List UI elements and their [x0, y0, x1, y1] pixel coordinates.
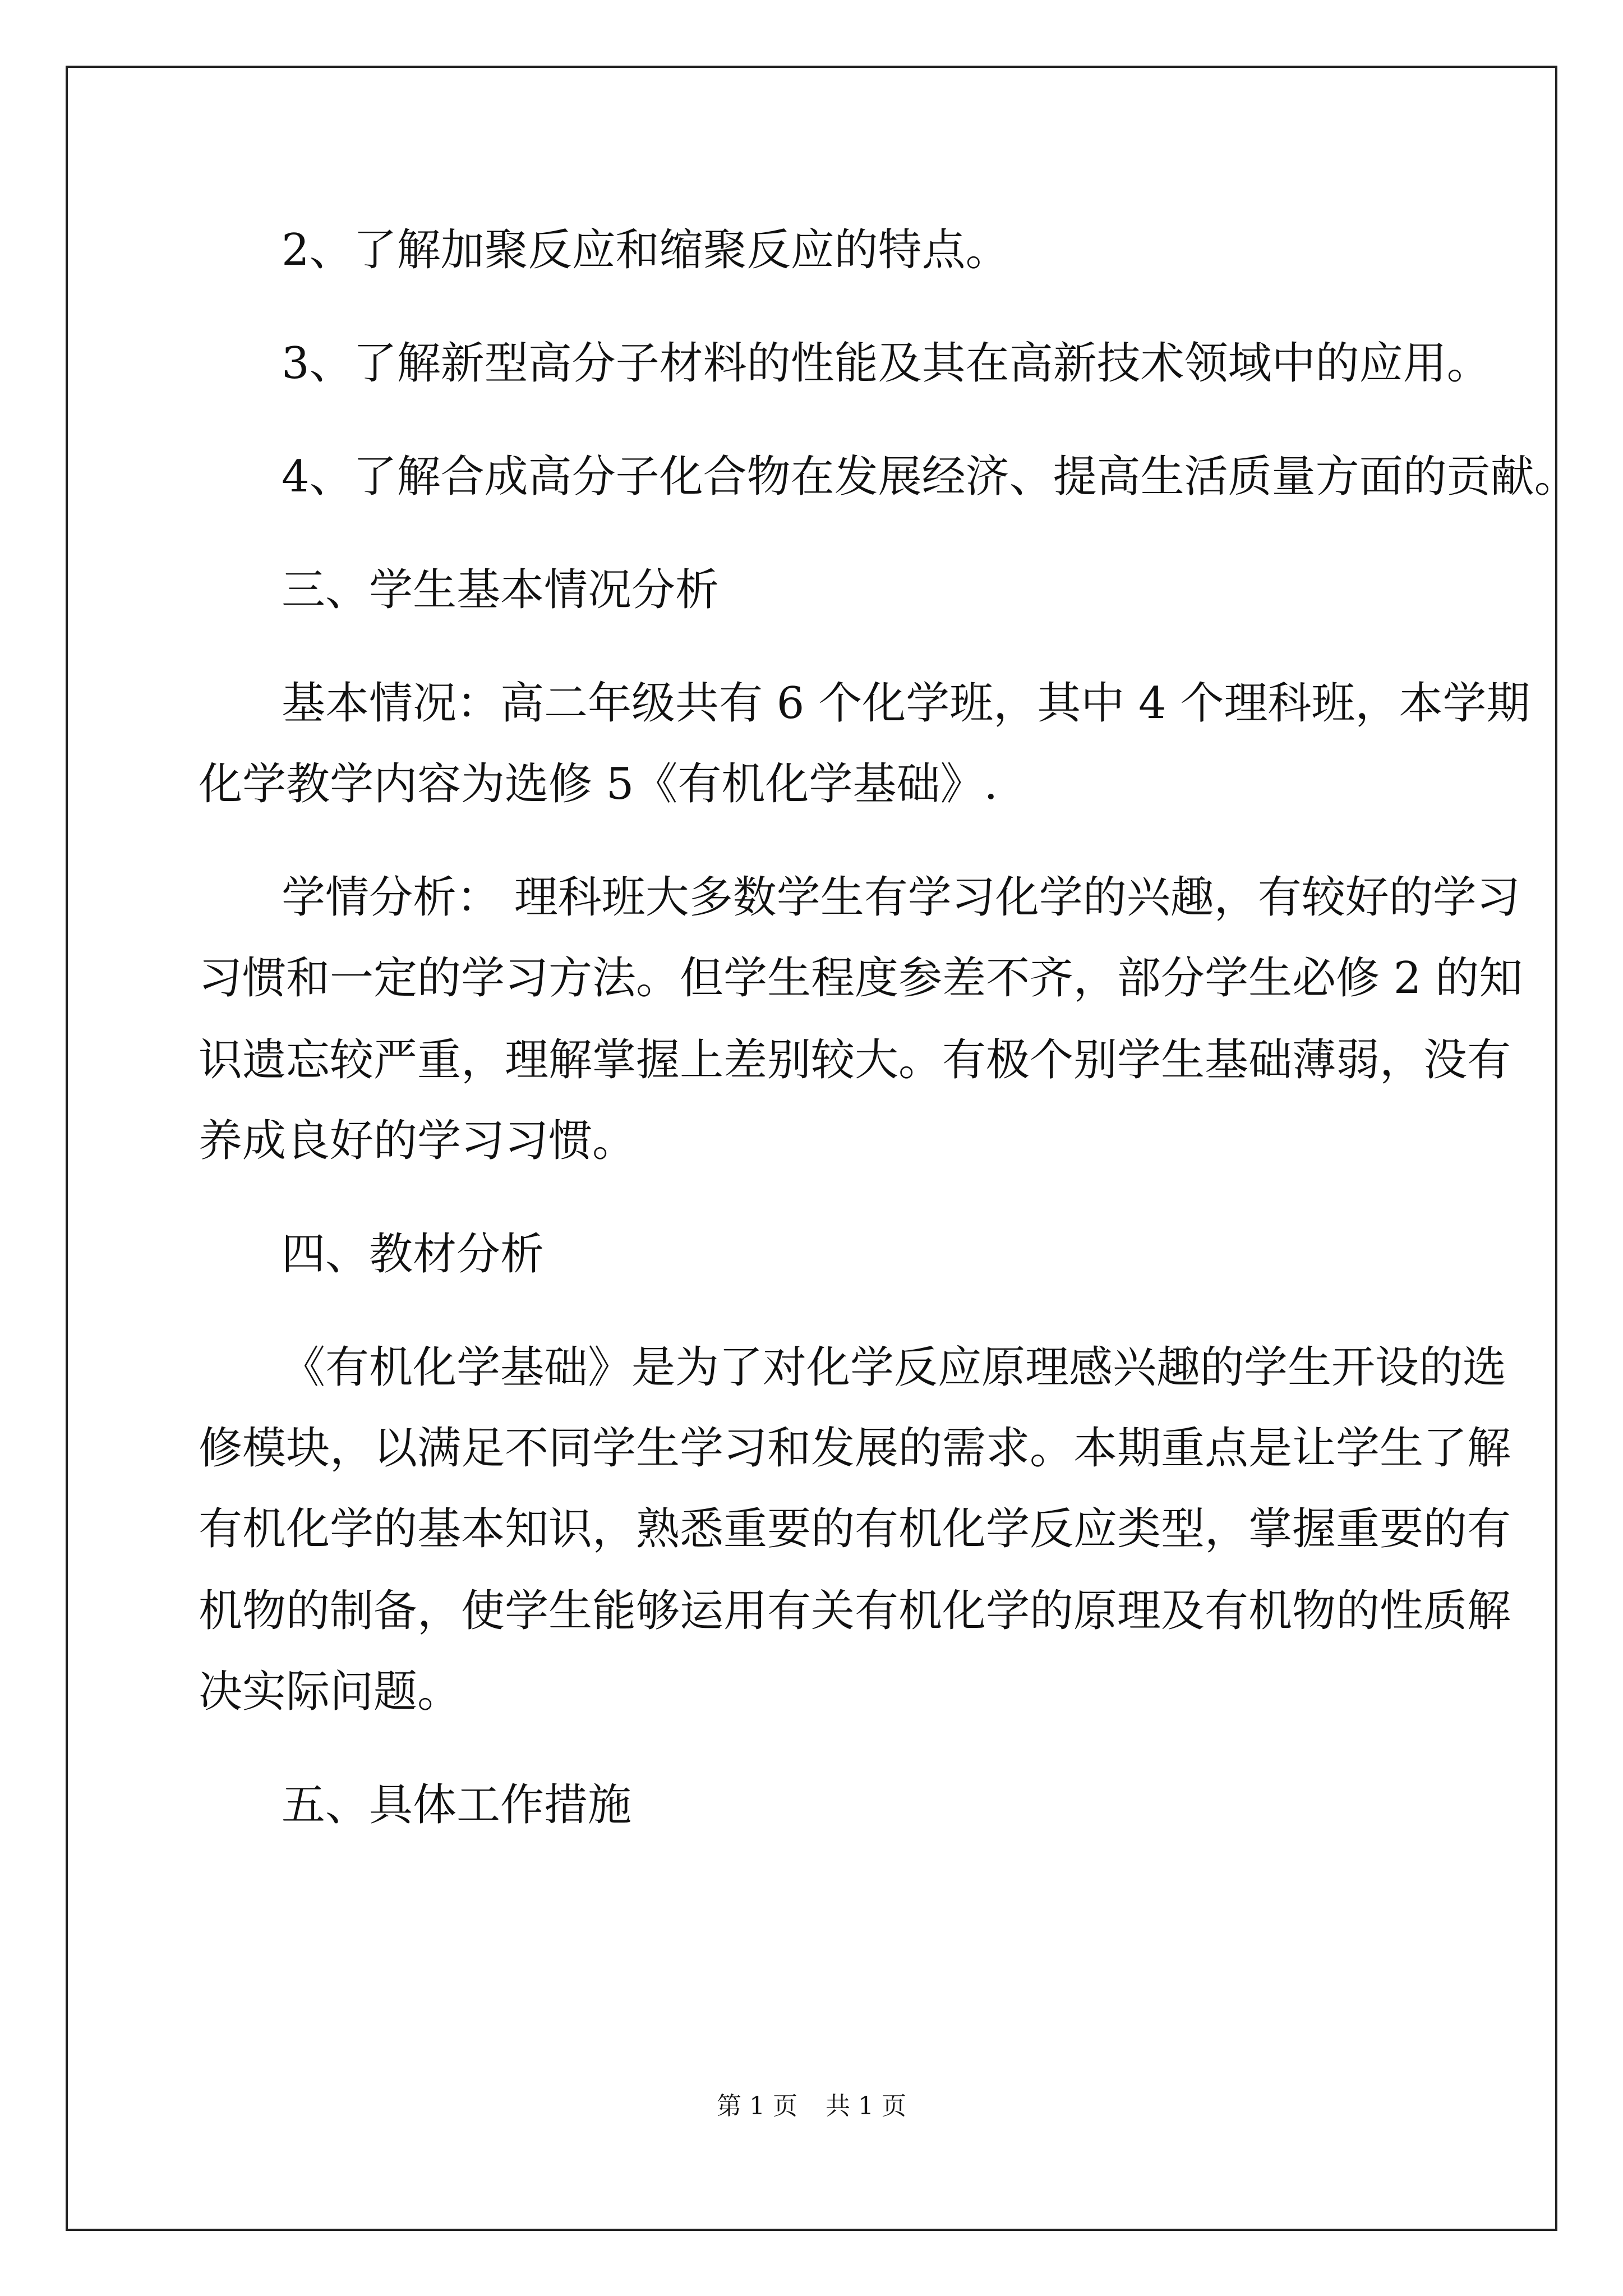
textbook-line-1: 《有机化学基础》是为了对化学反应原理感兴趣的学生开设的选: [282, 1342, 1507, 1393]
page-number-total: 共 1 页: [826, 2092, 906, 2120]
textbook-line-2: 修模块，以满足不同学生学习和发展的需求。本期重点是让学生了解: [199, 1423, 1511, 1474]
learning-analysis-line-4: 养成良好的学习习惯。: [199, 1116, 637, 1166]
basic-situation-line-1: 基本情况：高二年级共有 6 个化学班，其中 4 个理科班，本学期: [282, 678, 1530, 729]
page-footer: [0, 2090, 1623, 2123]
page-number-current: 第 1 页: [717, 2092, 797, 2120]
objective-2: 2、了解加聚反应和缩聚反应的特点。: [282, 225, 1009, 275]
section-heading-student-analysis: 三、学生基本情况分析: [282, 565, 720, 615]
objective-4: 4、了解合成高分子化合物在发展经济、提高生活质量方面的贡献。: [282, 452, 1578, 502]
learning-analysis-line-1: 学情分析： 理科班大多数学生有学习化学的兴趣，有较好的学习: [282, 872, 1520, 923]
section-heading-work-measures: 五、具体工作措施: [282, 1780, 632, 1830]
objective-3: 3、了解新型高分子材料的性能及其在高新技术领域中的应用。: [282, 338, 1491, 389]
section-heading-textbook-analysis: 四、教材分析: [282, 1229, 545, 1280]
learning-analysis-line-3: 识遗忘较严重，理解掌握上差别较大。有极个别学生基础薄弱，没有: [199, 1035, 1511, 1085]
learning-analysis-line-2: 习惯和一定的学习方法。但学生程度参差不齐，部分学生必修 2 的知: [199, 953, 1523, 1004]
basic-situation-line-2: 化学教学内容为选修 5《有机化学基础》.: [199, 759, 998, 809]
textbook-line-5: 决实际问题。: [199, 1667, 462, 1717]
textbook-line-4: 机物的制备，使学生能够运用有关有机化学的原理及有机物的性质解: [199, 1586, 1511, 1636]
textbook-line-3: 有机化学的基本知识，熟悉重要的有机化学反应类型，掌握重要的有: [199, 1504, 1511, 1554]
